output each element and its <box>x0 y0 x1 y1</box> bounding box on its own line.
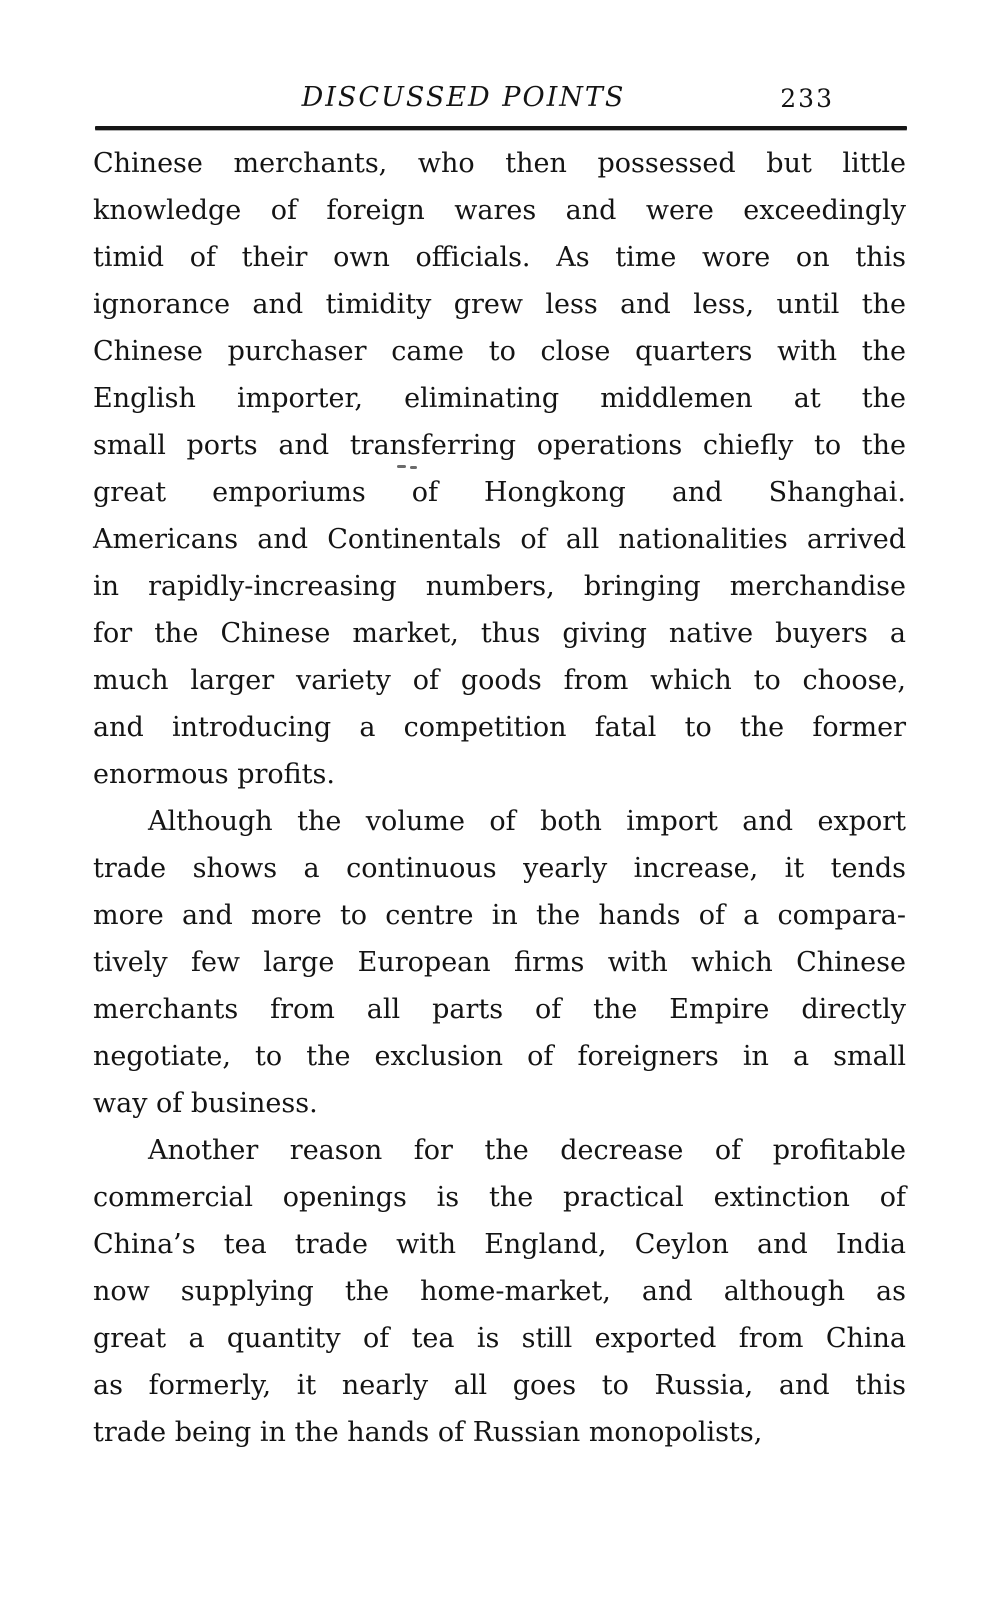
text-line: Chinese purchaser came to close quarters with the <box>93 336 906 367</box>
text-line: ignorance and timidity grew less and less, until the <box>93 289 906 320</box>
page-title: DISCUSSED POINTS <box>301 82 626 113</box>
scan-artifact <box>410 466 417 469</box>
text-line: Americans and Continentals of all nationalities arrived <box>93 524 906 555</box>
text-line: in rapidly-increasing numbers, bringing merchandise <box>93 571 906 602</box>
text-line: much larger variety of goods from which to choose, <box>93 665 906 696</box>
text-line: enormous profits. <box>93 759 335 790</box>
text-line: more and more to centre in the hands of a compara- <box>93 900 906 931</box>
text-line: Chinese merchants, who then possessed but little <box>93 148 906 179</box>
text-line: as formerly, it nearly all goes to Russia, and this <box>93 1370 906 1401</box>
page-number: 233 <box>780 84 834 113</box>
text-line: Although the volume of both import and export <box>148 806 906 837</box>
text-line: commercial openings is the practical extinction of <box>93 1182 906 1213</box>
text-line: Another reason for the decrease of profitable <box>148 1135 906 1166</box>
page-body <box>93 140 906 1456</box>
text-line: English importer, eliminating middlemen at the <box>93 383 906 414</box>
text-line: great a quantity of tea is still exported from China <box>93 1323 906 1354</box>
text-line: now supplying the home-market, and although as <box>93 1276 906 1307</box>
text-line: trade shows a continuous yearly increase, it tends <box>93 853 906 884</box>
text-line: tively few large European firms with which Chinese <box>93 947 906 978</box>
text-line: and introducing a competition fatal to the former <box>93 712 906 743</box>
text-line: small ports and transferring operations chiefly to the <box>93 430 906 461</box>
text-line: China’s tea trade with England, Ceylon and India <box>93 1229 906 1260</box>
text-line: trade being in the hands of Russian monopolists, <box>93 1417 763 1448</box>
scan-artifact <box>397 465 406 468</box>
header-rule <box>95 126 907 130</box>
text-line: knowledge of foreign wares and were exceedingly <box>93 195 906 226</box>
text-line: negotiate, to the exclusion of foreigners in a small <box>93 1041 906 1072</box>
text-line: timid of their own officials. As time wore on this <box>93 242 906 273</box>
text-line: way of business. <box>93 1088 318 1119</box>
running-header <box>93 82 906 116</box>
text-line: for the Chinese market, thus giving native buyers a <box>93 618 906 649</box>
text-line: merchants from all parts of the Empire directly <box>93 994 906 1025</box>
text-line: great emporiums of Hongkong and Shanghai. <box>93 477 906 508</box>
